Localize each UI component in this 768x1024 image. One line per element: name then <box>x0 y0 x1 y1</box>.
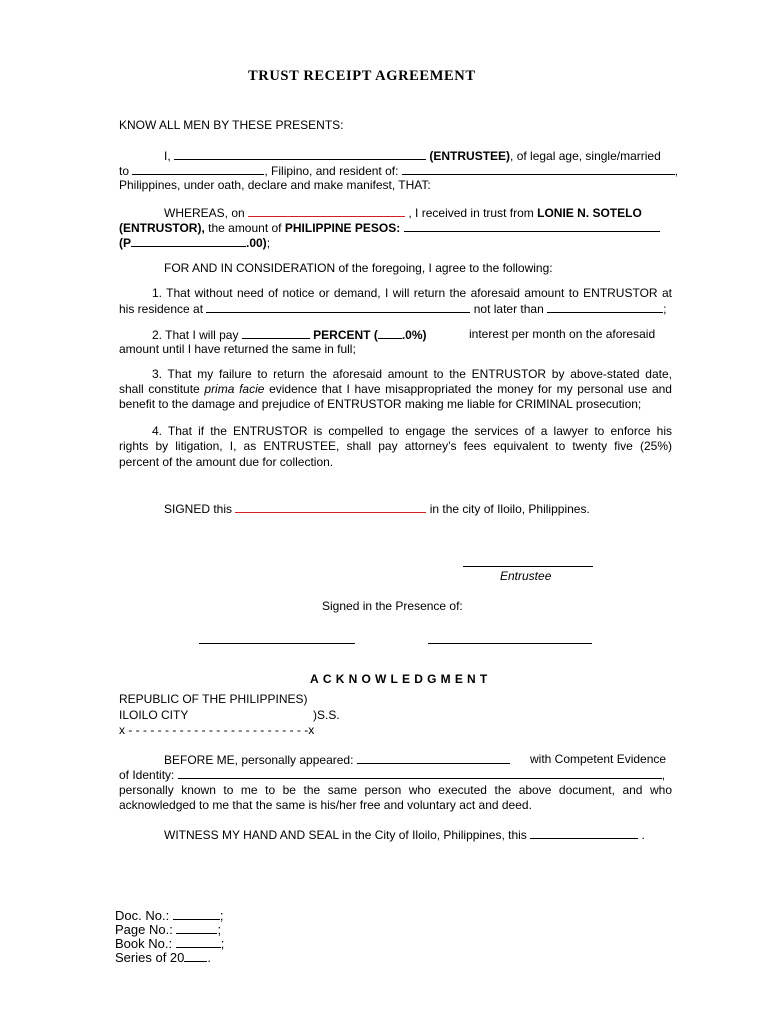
p2-semicolon: ; <box>266 236 271 250</box>
witness-text: WITNESS MY HAND AND SEAL in the City of Iloilo, Philippines, this <box>164 828 527 842</box>
acknowledgment-heading: ACKNOWLEDGMENT <box>310 672 492 686</box>
entrustee-name-blank[interactable] <box>174 148 426 160</box>
series-line <box>115 950 211 965</box>
percent-label: PERCENT ( <box>313 328 378 342</box>
witness-line <box>164 827 645 843</box>
legal-age-text: , of legal age, single/married <box>510 149 661 163</box>
percent-words-blank[interactable] <box>242 327 310 339</box>
witness-2-signature-line[interactable] <box>428 643 592 644</box>
received-text: , I received in trust from <box>408 206 534 220</box>
p-open: (P <box>119 236 131 250</box>
doc-no-semicolon: ; <box>219 908 224 923</box>
pesos-figure-blank[interactable] <box>131 235 246 247</box>
competent-text: with Competent Evidence <box>530 752 667 766</box>
before-line3: personally known to me to be the same person who executed the above document, and who <box>119 783 672 797</box>
evidence-text: evidence that I have misappropriated the money for my personal use and <box>269 382 672 396</box>
page-no-label: Page No.: <box>115 922 173 937</box>
p1-comma: , <box>674 164 679 178</box>
venue-city: ILOILO CITY <box>119 708 189 722</box>
before-line1 <box>164 752 510 768</box>
series-label: Series of 20 <box>115 950 185 965</box>
residence-blank[interactable] <box>402 163 675 175</box>
before-me-text: BEFORE ME, personally appeared: <box>164 753 354 767</box>
page-no-line <box>115 922 221 937</box>
doc-no-blank[interactable] <box>173 908 220 920</box>
p2-line1 <box>164 205 642 221</box>
book-no-semicolon: ; <box>220 936 225 951</box>
page-no-blank[interactable] <box>176 922 217 934</box>
item4-line1: 4. That if the ENTRUSTOR is compelled to engage the services of a lawyer to enforce his <box>152 424 672 438</box>
return-place-blank[interactable] <box>206 301 470 313</box>
identity-blank[interactable] <box>178 767 662 779</box>
entrustee-label: (ENTRUSTEE) <box>429 149 511 163</box>
item1-semicolon: ; <box>663 302 667 316</box>
identity-text: of Identity: <box>119 768 175 782</box>
p1-line3: Philippines, under oath, declare and make manifest, THAT: <box>119 178 431 192</box>
p1-line2 <box>119 163 678 179</box>
amount-of-text: the amount of <box>208 221 282 235</box>
p2-line2 <box>119 220 660 236</box>
identity-comma: , <box>661 768 666 782</box>
filipino-text: , Filipino, and resident of: <box>264 164 399 178</box>
item4-line3: percent of the amount due for collection. <box>119 455 334 469</box>
item2-line1 <box>152 327 427 343</box>
doc-no-line <box>115 908 223 923</box>
pesos-words-blank[interactable] <box>404 220 660 232</box>
pay-text: 2. That I will pay <box>152 328 239 342</box>
signed-city-text: in the city of Iloilo, Philippines. <box>429 502 590 516</box>
intro-text: KNOW ALL MEN BY THESE PRESENTS: <box>119 118 344 132</box>
consideration-text: FOR AND IN CONSIDERATION of the foregoing, I agree to the following: <box>164 261 553 275</box>
book-no-line <box>115 936 224 951</box>
interest-text: interest per month on the aforesaid <box>469 327 656 341</box>
presence-text: Signed in the Presence of: <box>322 599 463 613</box>
whereas-text: WHEREAS, on <box>164 206 245 220</box>
doc-no-label: Doc. No.: <box>115 908 170 923</box>
item2-line2: amount until I have returned the same in full; <box>119 342 356 356</box>
item3-line2 <box>119 382 672 397</box>
entrustor-name: LONIE N. SOTELO <box>537 206 642 220</box>
series-blank[interactable] <box>184 950 207 962</box>
signed-line <box>164 501 590 517</box>
entrustee-signature-line[interactable] <box>463 566 593 567</box>
date-blank[interactable] <box>248 205 405 217</box>
p-close: .00) <box>246 236 267 250</box>
signed-date-blank[interactable] <box>235 501 426 513</box>
item3-line3: benefit to the damage and prejudice of ENTRUSTOR making me liable for CRIMINAL prosecution; <box>119 397 642 411</box>
percent-close: .0%) <box>401 328 427 342</box>
return-date-blank[interactable] <box>547 301 663 313</box>
p1-i: I, <box>164 149 171 163</box>
signed-this-text: SIGNED this <box>164 502 233 516</box>
item1-line2 <box>119 301 666 317</box>
witness-period: . <box>641 828 645 842</box>
item1-line1: 1. That without need of notice or demand, I will return the aforesaid amount to ENTRUSTOR at <box>152 286 672 300</box>
document-title: TRUST RECEIPT AGREEMENT <box>248 68 476 84</box>
entrustor-label: (ENTRUSTOR), <box>119 221 205 235</box>
book-no-blank[interactable] <box>176 936 221 948</box>
appearer-name-blank[interactable] <box>357 752 510 764</box>
witness-1-signature-line[interactable] <box>199 643 355 644</box>
page-no-semicolon: ; <box>217 922 222 937</box>
book-no-label: Book No.: <box>115 936 173 951</box>
venue-republic: REPUBLIC OF THE PHILIPPINES) <box>119 692 308 706</box>
series-period: . <box>207 950 211 965</box>
constitute-text: shall constitute <box>119 382 200 396</box>
p1-line1 <box>164 148 661 164</box>
p1-to: to <box>119 164 130 178</box>
entrustee-caption: Entrustee <box>500 569 552 583</box>
venue-ss: )S.S. <box>313 708 340 722</box>
before-line4: acknowledged to me that the same is his/her free and voluntary act and deed. <box>119 798 532 812</box>
residence-text: his residence at <box>119 302 204 316</box>
prima-facie-text: prima facie <box>204 382 265 396</box>
not-later-text: not later than <box>473 302 544 316</box>
spouse-blank[interactable] <box>132 163 264 175</box>
item3-line1: 3. That my failure to return the aforesaid amount to the ENTRUSTOR by above-stated date, <box>152 367 672 381</box>
percent-figure-blank[interactable] <box>378 327 402 339</box>
pesos-label: PHILIPPINE PESOS: <box>284 221 401 235</box>
p2-line3 <box>119 235 270 251</box>
before-line2 <box>119 767 665 783</box>
item4-line2: rights by litigation, I, as ENTRUSTEE, shall pay attorney’s fees equivalent to twenty five (25%) <box>119 439 672 453</box>
witness-date-blank[interactable] <box>530 827 638 839</box>
venue-dashes: x - - - - - - - - - - - - - - - - - - - - - - - - -x <box>119 723 315 737</box>
